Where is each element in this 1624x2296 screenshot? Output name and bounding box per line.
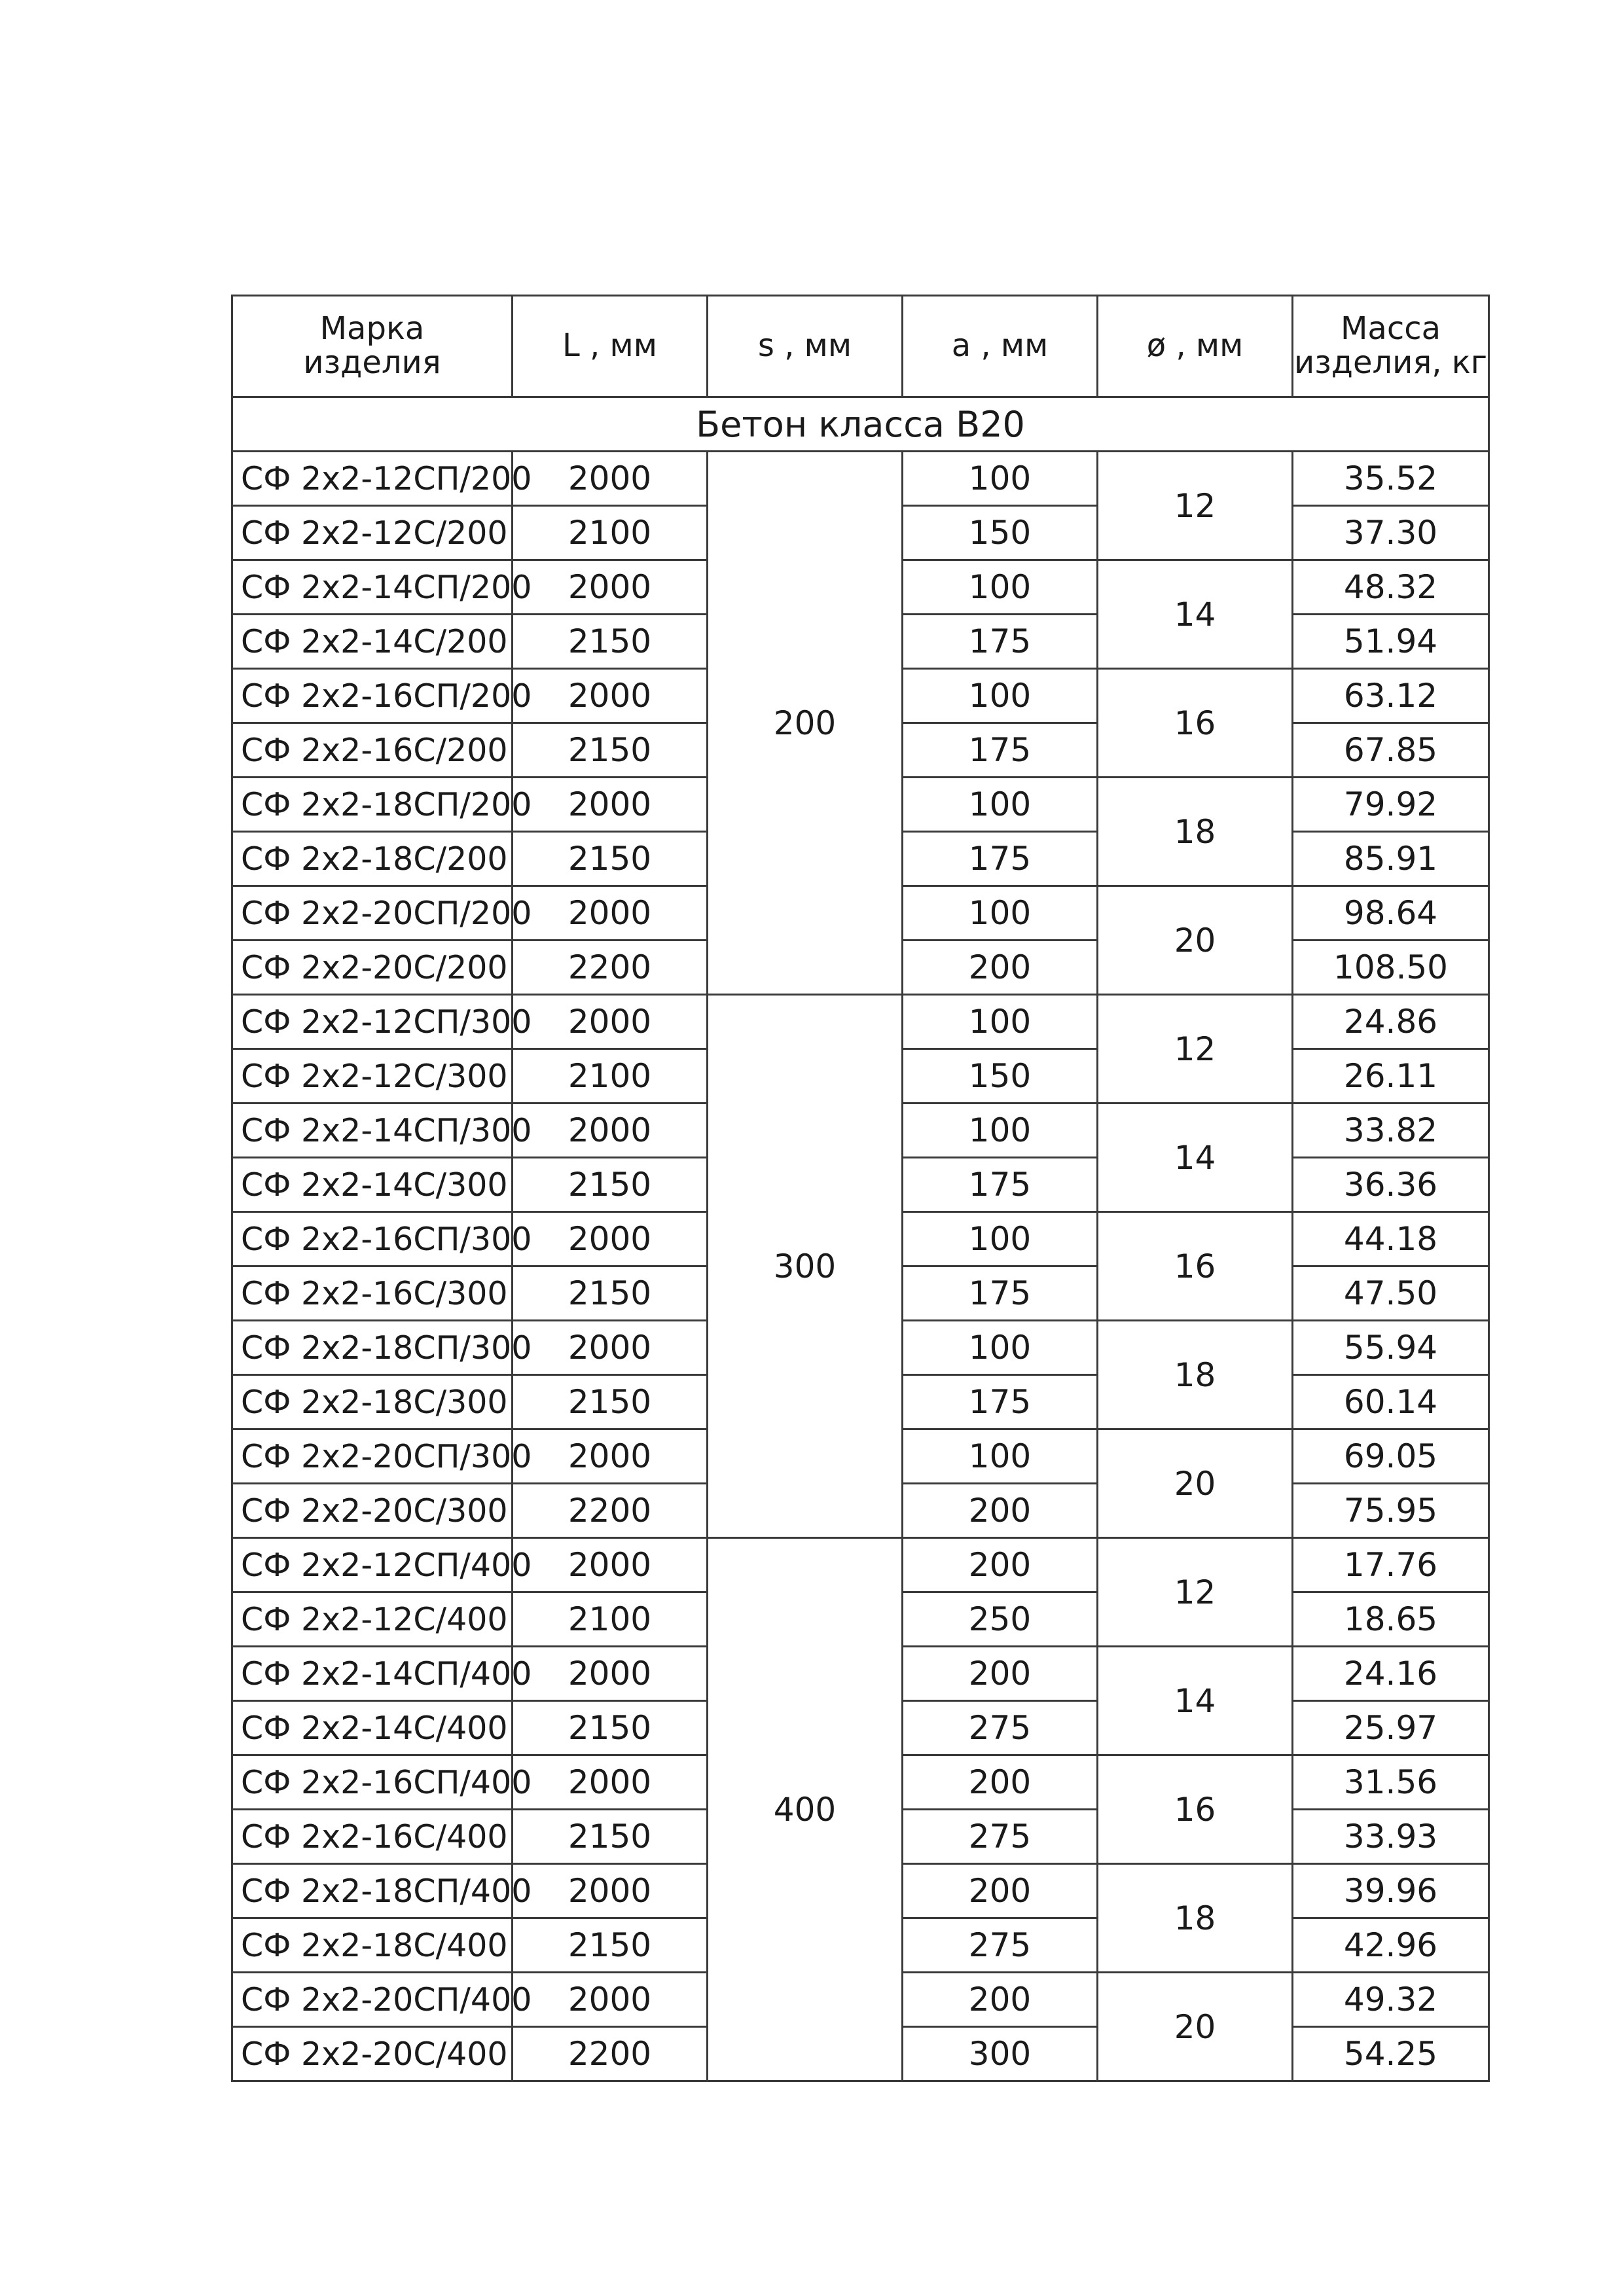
cell-mark: СФ 2х2-16С/400 — [232, 1810, 513, 1864]
cell-mass: 17.76 — [1293, 1538, 1489, 1592]
cell-offset: 150 — [903, 506, 1098, 560]
cell-offset: 200 — [903, 1755, 1098, 1810]
cell-mark: СФ 2х2-16С/300 — [232, 1266, 513, 1321]
cell-length: 2150 — [513, 1266, 708, 1321]
cell-diameter: 14 — [1098, 560, 1293, 669]
cell-mark: СФ 2х2-20С/200 — [232, 941, 513, 995]
cell-offset: 200 — [903, 1864, 1098, 1918]
cell-diameter: 18 — [1098, 1321, 1293, 1429]
cell-mark: СФ 2х2-20С/400 — [232, 2027, 513, 2081]
cell-length: 2000 — [513, 1647, 708, 1701]
cell-length: 2150 — [513, 1918, 708, 1973]
cell-spacing: 200 — [708, 452, 903, 995]
cell-mark: СФ 2х2-12СП/300 — [232, 995, 513, 1049]
cell-mass: 48.32 — [1293, 560, 1489, 615]
cell-diameter: 20 — [1098, 886, 1293, 995]
cell-mass: 25.97 — [1293, 1701, 1489, 1755]
table-row — [232, 452, 1489, 506]
header-length: L , мм — [513, 296, 708, 397]
cell-mark: СФ 2х2-16СП/200 — [232, 669, 513, 723]
cell-length: 2000 — [513, 1212, 708, 1266]
cell-offset: 175 — [903, 1266, 1098, 1321]
cell-mass: 75.95 — [1293, 1484, 1489, 1538]
cell-length: 2000 — [513, 995, 708, 1049]
header-mass: Масса изделия, кг — [1293, 296, 1489, 397]
cell-mark: СФ 2х2-20СП/400 — [232, 1973, 513, 2027]
header-offset: a , мм — [903, 296, 1098, 397]
cell-mass: 55.94 — [1293, 1321, 1489, 1375]
cell-mark: СФ 2х2-16СП/300 — [232, 1212, 513, 1266]
cell-mass: 35.52 — [1293, 452, 1489, 506]
cell-mass: 31.56 — [1293, 1755, 1489, 1810]
cell-mark: СФ 2х2-14СП/300 — [232, 1103, 513, 1158]
cell-mass: 39.96 — [1293, 1864, 1489, 1918]
cell-diameter: 12 — [1098, 452, 1293, 560]
cell-mass: 69.05 — [1293, 1429, 1489, 1484]
product-spec-table — [231, 295, 1490, 2082]
cell-offset: 100 — [903, 778, 1098, 832]
cell-length: 2100 — [513, 506, 708, 560]
section-row — [232, 397, 1489, 452]
cell-length: 2200 — [513, 941, 708, 995]
cell-offset: 200 — [903, 941, 1098, 995]
cell-length: 2200 — [513, 1484, 708, 1538]
cell-length: 2000 — [513, 778, 708, 832]
cell-diameter: 16 — [1098, 669, 1293, 778]
cell-length: 2000 — [513, 1321, 708, 1375]
cell-mass: 49.32 — [1293, 1973, 1489, 2027]
cell-mark: СФ 2х2-20СП/300 — [232, 1429, 513, 1484]
cell-mark: СФ 2х2-18СП/200 — [232, 778, 513, 832]
cell-offset: 200 — [903, 1538, 1098, 1592]
table-row — [232, 995, 1489, 1049]
cell-offset: 175 — [903, 832, 1098, 886]
cell-mass: 33.93 — [1293, 1810, 1489, 1864]
header-mark: Марка изделия — [232, 296, 513, 397]
cell-diameter: 12 — [1098, 995, 1293, 1103]
cell-mass: 44.18 — [1293, 1212, 1489, 1266]
cell-mark: СФ 2х2-12С/400 — [232, 1592, 513, 1647]
cell-mark: СФ 2х2-18С/400 — [232, 1918, 513, 1973]
cell-mass: 63.12 — [1293, 669, 1489, 723]
cell-mark: СФ 2х2-12С/300 — [232, 1049, 513, 1103]
cell-mass: 79.92 — [1293, 778, 1489, 832]
cell-diameter: 18 — [1098, 1864, 1293, 1973]
cell-mass: 24.16 — [1293, 1647, 1489, 1701]
cell-mass: 108.50 — [1293, 941, 1489, 995]
cell-mark: СФ 2х2-14С/300 — [232, 1158, 513, 1212]
section-title: Бетон класса В20 — [232, 397, 1489, 452]
cell-length: 2150 — [513, 1375, 708, 1429]
cell-diameter: 20 — [1098, 1429, 1293, 1538]
cell-mark: СФ 2х2-14С/400 — [232, 1701, 513, 1755]
cell-length: 2150 — [513, 832, 708, 886]
cell-mark: СФ 2х2-14С/200 — [232, 615, 513, 669]
cell-mark: СФ 2х2-12СП/200 — [232, 452, 513, 506]
table-row — [232, 1538, 1489, 1592]
cell-spacing: 300 — [708, 995, 903, 1538]
cell-spacing: 400 — [708, 1538, 903, 2081]
cell-mass: 26.11 — [1293, 1049, 1489, 1103]
cell-mass: 36.36 — [1293, 1158, 1489, 1212]
cell-length: 2000 — [513, 452, 708, 506]
cell-offset: 200 — [903, 1973, 1098, 2027]
cell-offset: 100 — [903, 669, 1098, 723]
cell-length: 2150 — [513, 1701, 708, 1755]
cell-length: 2150 — [513, 615, 708, 669]
cell-length: 2000 — [513, 1973, 708, 2027]
header-diameter: ø , мм — [1098, 296, 1293, 397]
cell-length: 2000 — [513, 669, 708, 723]
cell-mass: 24.86 — [1293, 995, 1489, 1049]
cell-offset: 100 — [903, 452, 1098, 506]
cell-offset: 100 — [903, 1212, 1098, 1266]
cell-mark: СФ 2х2-14СП/400 — [232, 1647, 513, 1701]
cell-offset: 100 — [903, 995, 1098, 1049]
cell-length: 2150 — [513, 723, 708, 778]
cell-length: 2000 — [513, 1864, 708, 1918]
header-spacing: s , мм — [708, 296, 903, 397]
cell-offset: 300 — [903, 2027, 1098, 2081]
cell-offset: 100 — [903, 1321, 1098, 1375]
cell-diameter: 20 — [1098, 1973, 1293, 2081]
cell-mass: 54.25 — [1293, 2027, 1489, 2081]
cell-mark: СФ 2х2-18С/200 — [232, 832, 513, 886]
cell-diameter: 12 — [1098, 1538, 1293, 1647]
cell-diameter: 18 — [1098, 778, 1293, 886]
cell-offset: 175 — [903, 615, 1098, 669]
cell-mark: СФ 2х2-12С/200 — [232, 506, 513, 560]
cell-offset: 175 — [903, 1375, 1098, 1429]
cell-diameter: 16 — [1098, 1755, 1293, 1864]
cell-length: 2200 — [513, 2027, 708, 2081]
cell-diameter: 14 — [1098, 1103, 1293, 1212]
header-row — [232, 296, 1489, 397]
cell-offset: 100 — [903, 560, 1098, 615]
cell-length: 2000 — [513, 1538, 708, 1592]
cell-mark: СФ 2х2-18СП/300 — [232, 1321, 513, 1375]
cell-length: 2150 — [513, 1810, 708, 1864]
cell-mark: СФ 2х2-18С/300 — [232, 1375, 513, 1429]
cell-mark: СФ 2х2-14СП/200 — [232, 560, 513, 615]
cell-offset: 175 — [903, 1158, 1098, 1212]
cell-mark: СФ 2х2-20СП/200 — [232, 886, 513, 941]
cell-mass: 60.14 — [1293, 1375, 1489, 1429]
cell-offset: 100 — [903, 1103, 1098, 1158]
cell-length: 2000 — [513, 560, 708, 615]
cell-length: 2000 — [513, 1755, 708, 1810]
cell-offset: 275 — [903, 1701, 1098, 1755]
cell-mass: 37.30 — [1293, 506, 1489, 560]
cell-mark: СФ 2х2-16СП/400 — [232, 1755, 513, 1810]
cell-offset: 100 — [903, 1429, 1098, 1484]
cell-mark: СФ 2х2-20С/300 — [232, 1484, 513, 1538]
cell-diameter: 14 — [1098, 1647, 1293, 1755]
cell-mass: 67.85 — [1293, 723, 1489, 778]
cell-mass: 18.65 — [1293, 1592, 1489, 1647]
cell-length: 2000 — [513, 1429, 708, 1484]
cell-offset: 275 — [903, 1918, 1098, 1973]
cell-mark: СФ 2х2-18СП/400 — [232, 1864, 513, 1918]
cell-mark: СФ 2х2-16С/200 — [232, 723, 513, 778]
cell-length: 2000 — [513, 886, 708, 941]
cell-mass: 51.94 — [1293, 615, 1489, 669]
cell-offset: 250 — [903, 1592, 1098, 1647]
cell-offset: 200 — [903, 1647, 1098, 1701]
cell-offset: 150 — [903, 1049, 1098, 1103]
cell-mass: 33.82 — [1293, 1103, 1489, 1158]
cell-mark: СФ 2х2-12СП/400 — [232, 1538, 513, 1592]
cell-offset: 175 — [903, 723, 1098, 778]
cell-mass: 42.96 — [1293, 1918, 1489, 1973]
cell-length: 2000 — [513, 1103, 708, 1158]
cell-diameter: 16 — [1098, 1212, 1293, 1321]
cell-offset: 275 — [903, 1810, 1098, 1864]
cell-mass: 85.91 — [1293, 832, 1489, 886]
cell-length: 2150 — [513, 1158, 708, 1212]
cell-length: 2100 — [513, 1049, 708, 1103]
cell-mass: 47.50 — [1293, 1266, 1489, 1321]
cell-offset: 100 — [903, 886, 1098, 941]
cell-offset: 200 — [903, 1484, 1098, 1538]
cell-mass: 98.64 — [1293, 886, 1489, 941]
cell-length: 2100 — [513, 1592, 708, 1647]
